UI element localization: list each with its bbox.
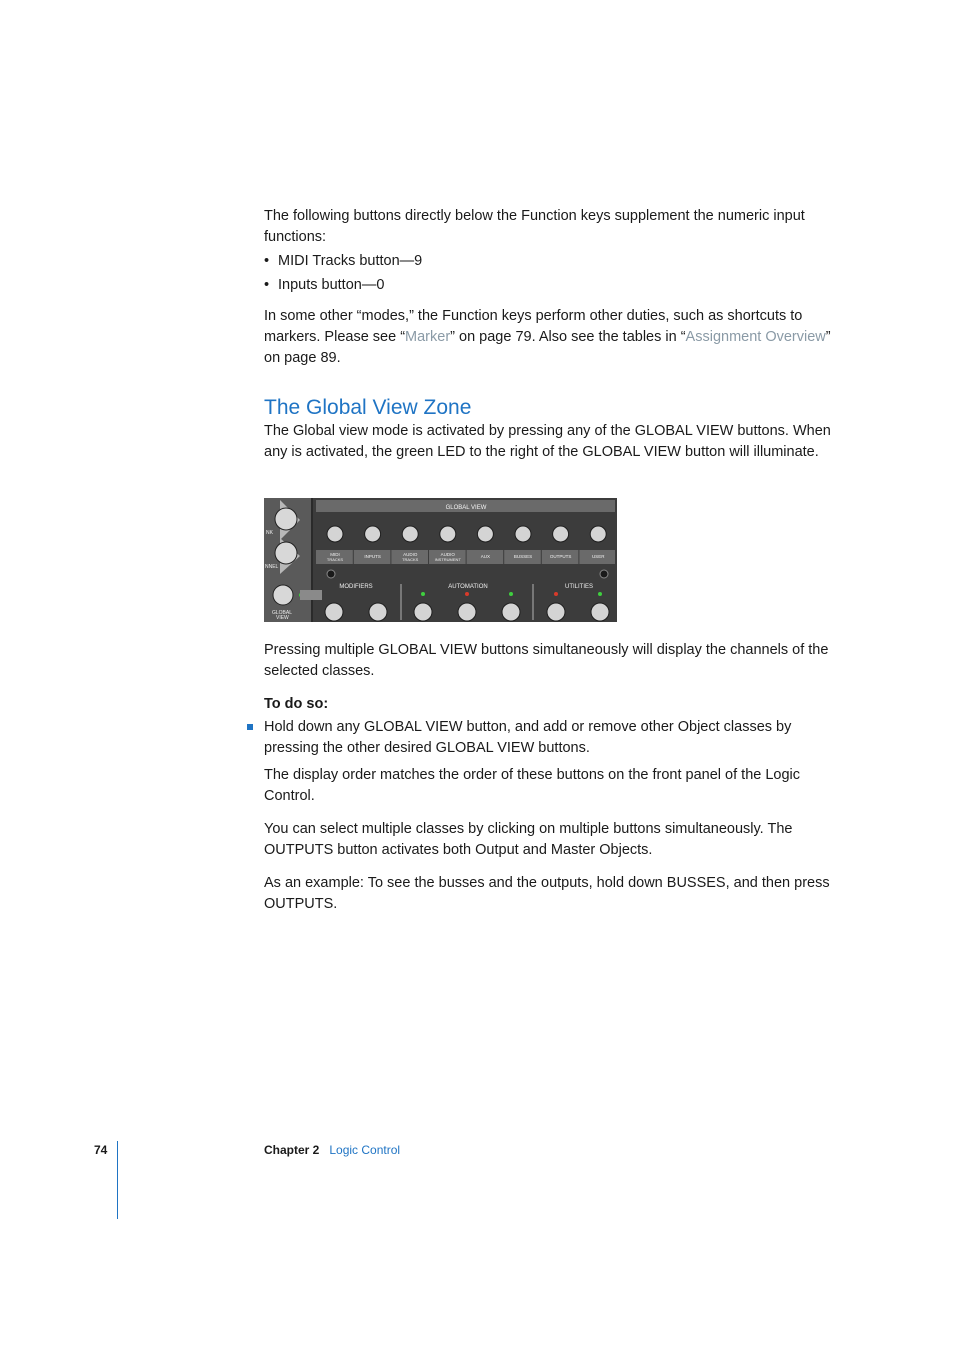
chapter-title[interactable]: Logic Control (329, 1143, 401, 1157)
status-led (598, 592, 602, 596)
section-heading: The Global View Zone (264, 396, 472, 419)
global-view-key-sublabel: TRACKS (326, 557, 344, 562)
global-view-key-label: AUX (480, 554, 491, 559)
todo-label: To do so: (264, 696, 329, 712)
label-separator (578, 550, 579, 564)
status-led (465, 592, 469, 596)
bank-label: NK (266, 530, 273, 536)
label-separator (541, 550, 542, 564)
global-view-button (273, 585, 293, 605)
global-view-key (515, 526, 531, 542)
global-view-key (327, 526, 343, 542)
list-item (264, 275, 839, 296)
list-item (264, 251, 839, 272)
global-view-figure (264, 498, 617, 622)
global-view-key (365, 526, 381, 542)
left-jack (327, 570, 335, 578)
panel-key (591, 603, 609, 621)
panel-key (369, 603, 387, 621)
task-text: Hold down any GLOBAL VIEW button, and add or remove other Object classes by pressing the other desired GLOBAL VIEW buttons. (264, 719, 792, 756)
panel-key (502, 603, 520, 621)
global-view-key (440, 526, 456, 542)
list-item-text: Inputs button—0 (278, 277, 385, 293)
assignment-overview-link[interactable]: Assignment Overview (685, 329, 826, 345)
bank-button (275, 508, 297, 530)
label-separator (353, 550, 354, 564)
footer-rule (117, 1141, 118, 1219)
modes-text-middle: ” on page 79. Also see the tables in “ (450, 329, 686, 345)
section-divider-2 (532, 584, 534, 620)
right-jack (600, 570, 608, 578)
global-view-key-label: AUDIO (440, 552, 455, 557)
section-divider-1 (400, 584, 402, 620)
status-led (421, 592, 425, 596)
select-paragraph: You can select multiple classes by clicking on multiple buttons simultaneously. The OUTPUTS button activates both Output and Master Objects. (264, 821, 793, 858)
global-view-key-sublabel: INSTRUMENT (434, 557, 461, 562)
footer-chapter (264, 1143, 400, 1157)
global-view-header: GLOBAL VIEW (445, 505, 487, 511)
label-separator (428, 550, 429, 564)
panel-key (547, 603, 565, 621)
global-view-key (590, 526, 606, 542)
body-top (264, 206, 839, 463)
global-view-button-label-1: GLOBAL (272, 610, 293, 616)
global-view-key-label: USER (591, 554, 605, 559)
global-view-key (553, 526, 569, 542)
task-item (264, 717, 839, 759)
label-separator (390, 550, 391, 564)
global-view-key (402, 526, 418, 542)
modes-paragraph (264, 306, 839, 369)
panel-key (414, 603, 432, 621)
order-paragraph: The display order matches the order of these buttons on the front panel of the Logic Control. (264, 767, 801, 804)
global-view-key-label: OUTPUTS (549, 554, 572, 559)
global-view-paragraph: The Global view mode is activated by pressing any of the GLOBAL VIEW buttons. When any is activated, the green LED to the right of the GLOBAL VIEW button will illuminate. (264, 423, 831, 460)
connector-bar (300, 590, 322, 600)
modes-text-after: ” on page 89. (264, 329, 831, 366)
task-bullet-icon (247, 724, 253, 730)
global-view-key-label: BUSSES (513, 554, 533, 559)
example-paragraph: As an example: To see the busses and the outputs, hold down BUSSES, and then press OUTPUTS. (264, 875, 830, 912)
left-divider (311, 498, 313, 622)
automation-label: AUTOMATION (448, 584, 488, 590)
intro-paragraph: The following buttons directly below the Function keys supplement the numeric input functions: (264, 208, 805, 245)
modes-text-before: In some other “modes,” the Function keys perform other duties, such as shortcuts to markers. Please see “ (264, 308, 803, 345)
channel-label: NNEL (265, 564, 279, 570)
global-view-key-label: INPUTS (364, 554, 381, 559)
page-number: 74 (94, 1143, 108, 1157)
global-view-key-sublabel: TRACKS (402, 557, 419, 562)
global-view-button-label-2: VIEW (276, 615, 289, 621)
panel-key (458, 603, 476, 621)
body-bottom (264, 640, 839, 915)
global-view-key-label: AUDIO (403, 552, 418, 557)
panel-key (325, 603, 343, 621)
list-item-text: MIDI Tracks button—9 (278, 253, 423, 269)
status-led (554, 592, 558, 596)
global-view-key (477, 526, 493, 542)
bullet-dot: • (264, 253, 270, 269)
chapter-label: Chapter 2 (264, 1143, 320, 1157)
modifiers-label: MODIFIERS (339, 584, 373, 590)
label-separator (466, 550, 467, 564)
multiple-paragraph: Pressing multiple GLOBAL VIEW buttons simultaneously will display the channels of the selected classes. (264, 642, 829, 679)
bullet-dot: • (264, 277, 270, 293)
marker-link[interactable]: Marker (405, 329, 451, 345)
label-separator (503, 550, 504, 564)
global-view-key-label: MIDI (330, 552, 340, 557)
status-led (509, 592, 513, 596)
utilities-label: UTILITIES (564, 584, 594, 590)
channel-button (275, 542, 297, 564)
